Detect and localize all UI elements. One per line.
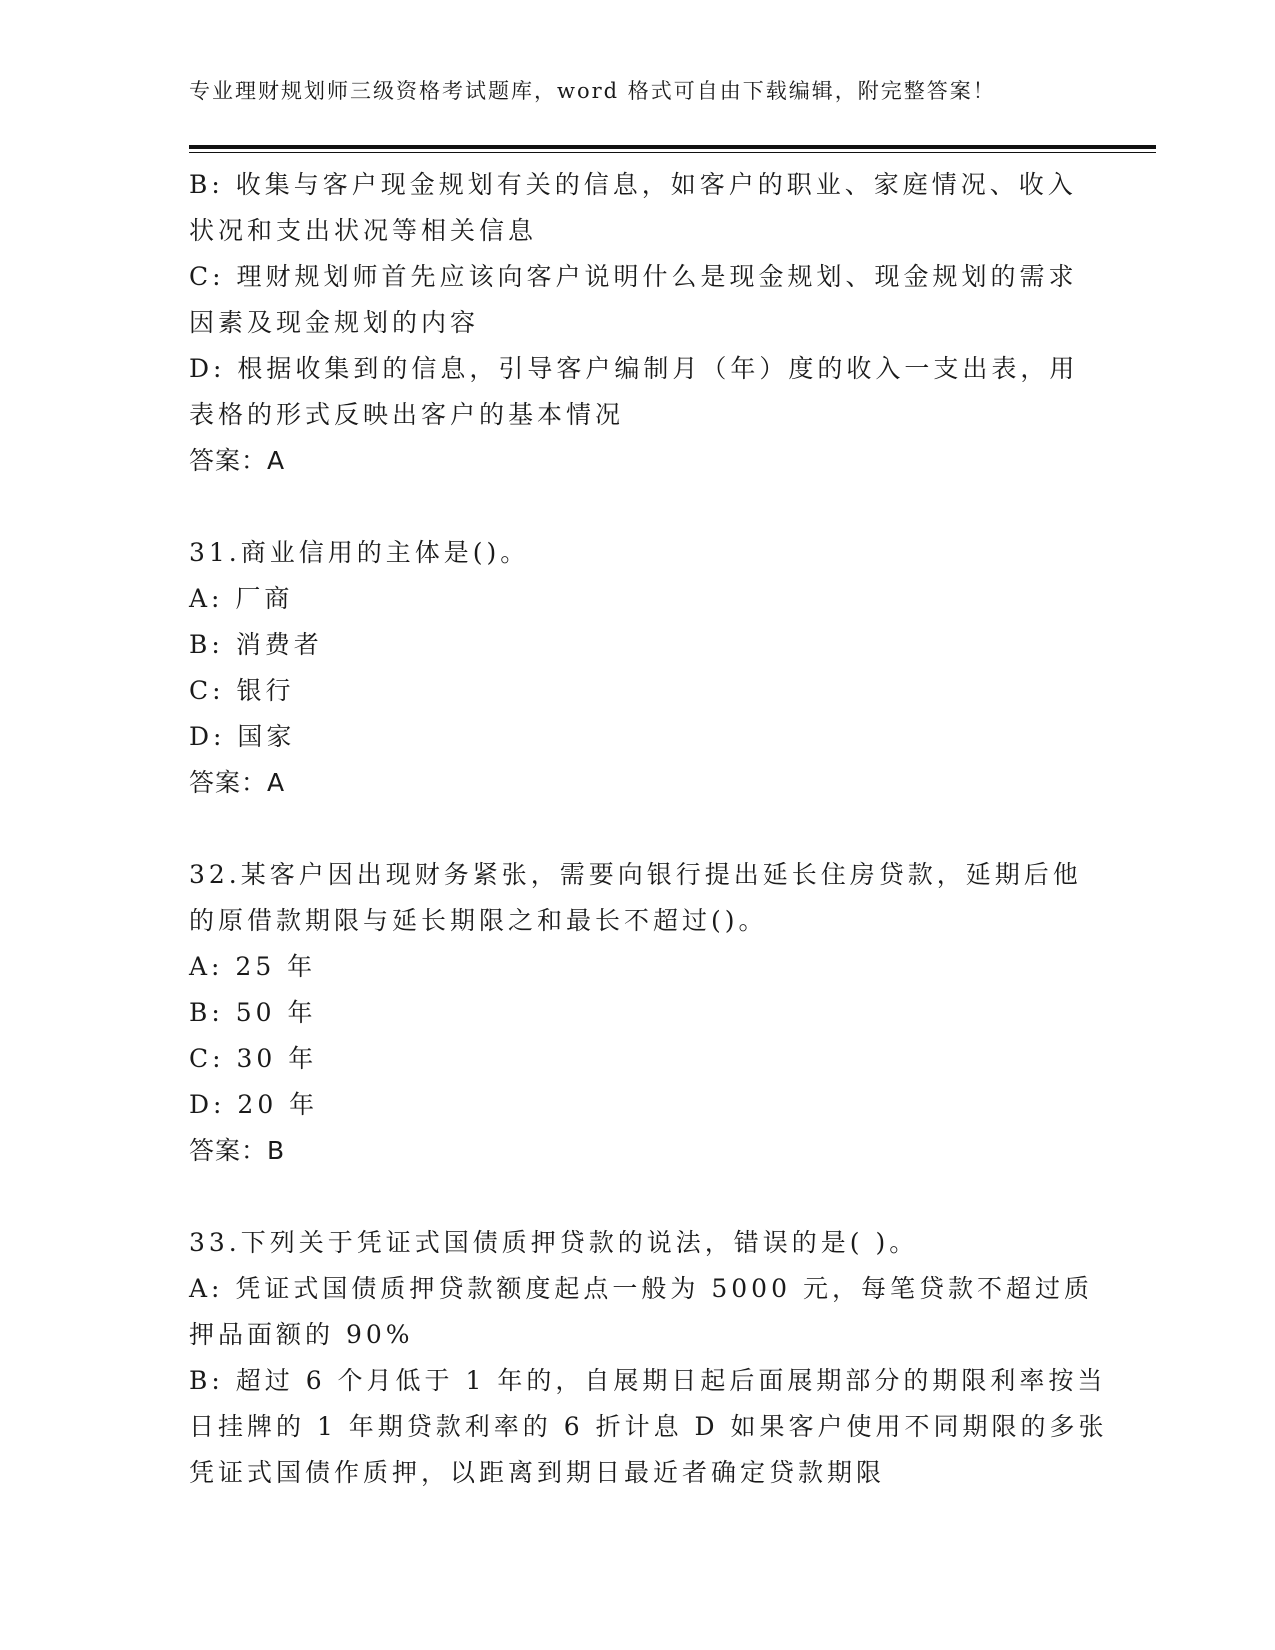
option-b-line-2: 日挂牌的 1 年期贷款利率的 6 折计息 D 如果客户使用不同期限的多张	[189, 1412, 1108, 1441]
question-31	[189, 530, 1089, 806]
question-stem: 33.下列关于凭证式国债质押贷款的说法，错误的是( )。	[189, 1228, 919, 1257]
question-content	[189, 162, 1108, 1496]
prev-question-block	[189, 162, 1089, 484]
answer-line: 答案：A	[189, 768, 286, 797]
header-divider-thick	[189, 145, 1156, 149]
option-b-line-1: B: 超过 6 个月低于 1 年的，自展期日起后面展期部分的期限利率按当	[189, 1366, 1107, 1395]
question-stem: 31.商业信用的主体是()。	[189, 538, 530, 567]
option-c: C: 银行	[189, 676, 295, 705]
question-stem-line-2: 的原借款期限与延长期限之和最长不超过()。	[189, 906, 768, 935]
option-d-line-1: D: 根据收集到的信息，引导客户编制月（年）度的收入一支出表，用	[189, 354, 1079, 383]
option-d: D: 国家	[189, 722, 296, 751]
option-c: C: 30 年	[189, 1044, 318, 1073]
option-d-line-2: 表格的形式反映出客户的基本情况	[189, 400, 625, 429]
option-a: A: 25 年	[189, 952, 317, 981]
option-c-line-1: C: 理财规划师首先应该向客户说明什么是现金规划、现金规划的需求	[189, 262, 1078, 291]
question-32	[189, 852, 1089, 1174]
header-divider-thin	[189, 152, 1156, 153]
option-b-line-3: 凭证式国债作质押，以距离到期日最近者确定贷款期限	[189, 1458, 886, 1487]
option-d: D: 20 年	[189, 1090, 319, 1119]
answer-line: 答案：A	[189, 446, 286, 475]
answer-line: 答案：B	[189, 1136, 286, 1165]
spacer	[189, 484, 1089, 530]
question-33	[189, 1220, 1108, 1496]
option-b: B: 50 年	[189, 998, 317, 1027]
option-b-line-1: B: 收集与客户现金规划有关的信息，如客户的职业、家庭情况、收入	[189, 170, 1077, 199]
option-a-line-2: 押品面额的 90%	[189, 1320, 414, 1349]
spacer	[189, 1174, 1089, 1220]
question-stem-line-1: 32.某客户因出现财务紧张，需要向银行提出延长住房贷款，延期后他	[189, 860, 1082, 889]
option-a: A: 厂商	[189, 584, 294, 613]
option-c-line-2: 因素及现金规划的内容	[189, 308, 480, 337]
option-b-line-2: 状况和支出状况等相关信息	[189, 216, 538, 245]
page-header: 专业理财规划师三级资格考试题库，word 格式可自由下载编辑，附完整答案！	[189, 79, 996, 103]
option-b: B: 消费者	[189, 630, 323, 659]
spacer	[189, 806, 1089, 852]
option-a-line-1: A: 凭证式国债质押贷款额度起点一般为 5000 元，每笔贷款不超过质	[189, 1274, 1093, 1303]
